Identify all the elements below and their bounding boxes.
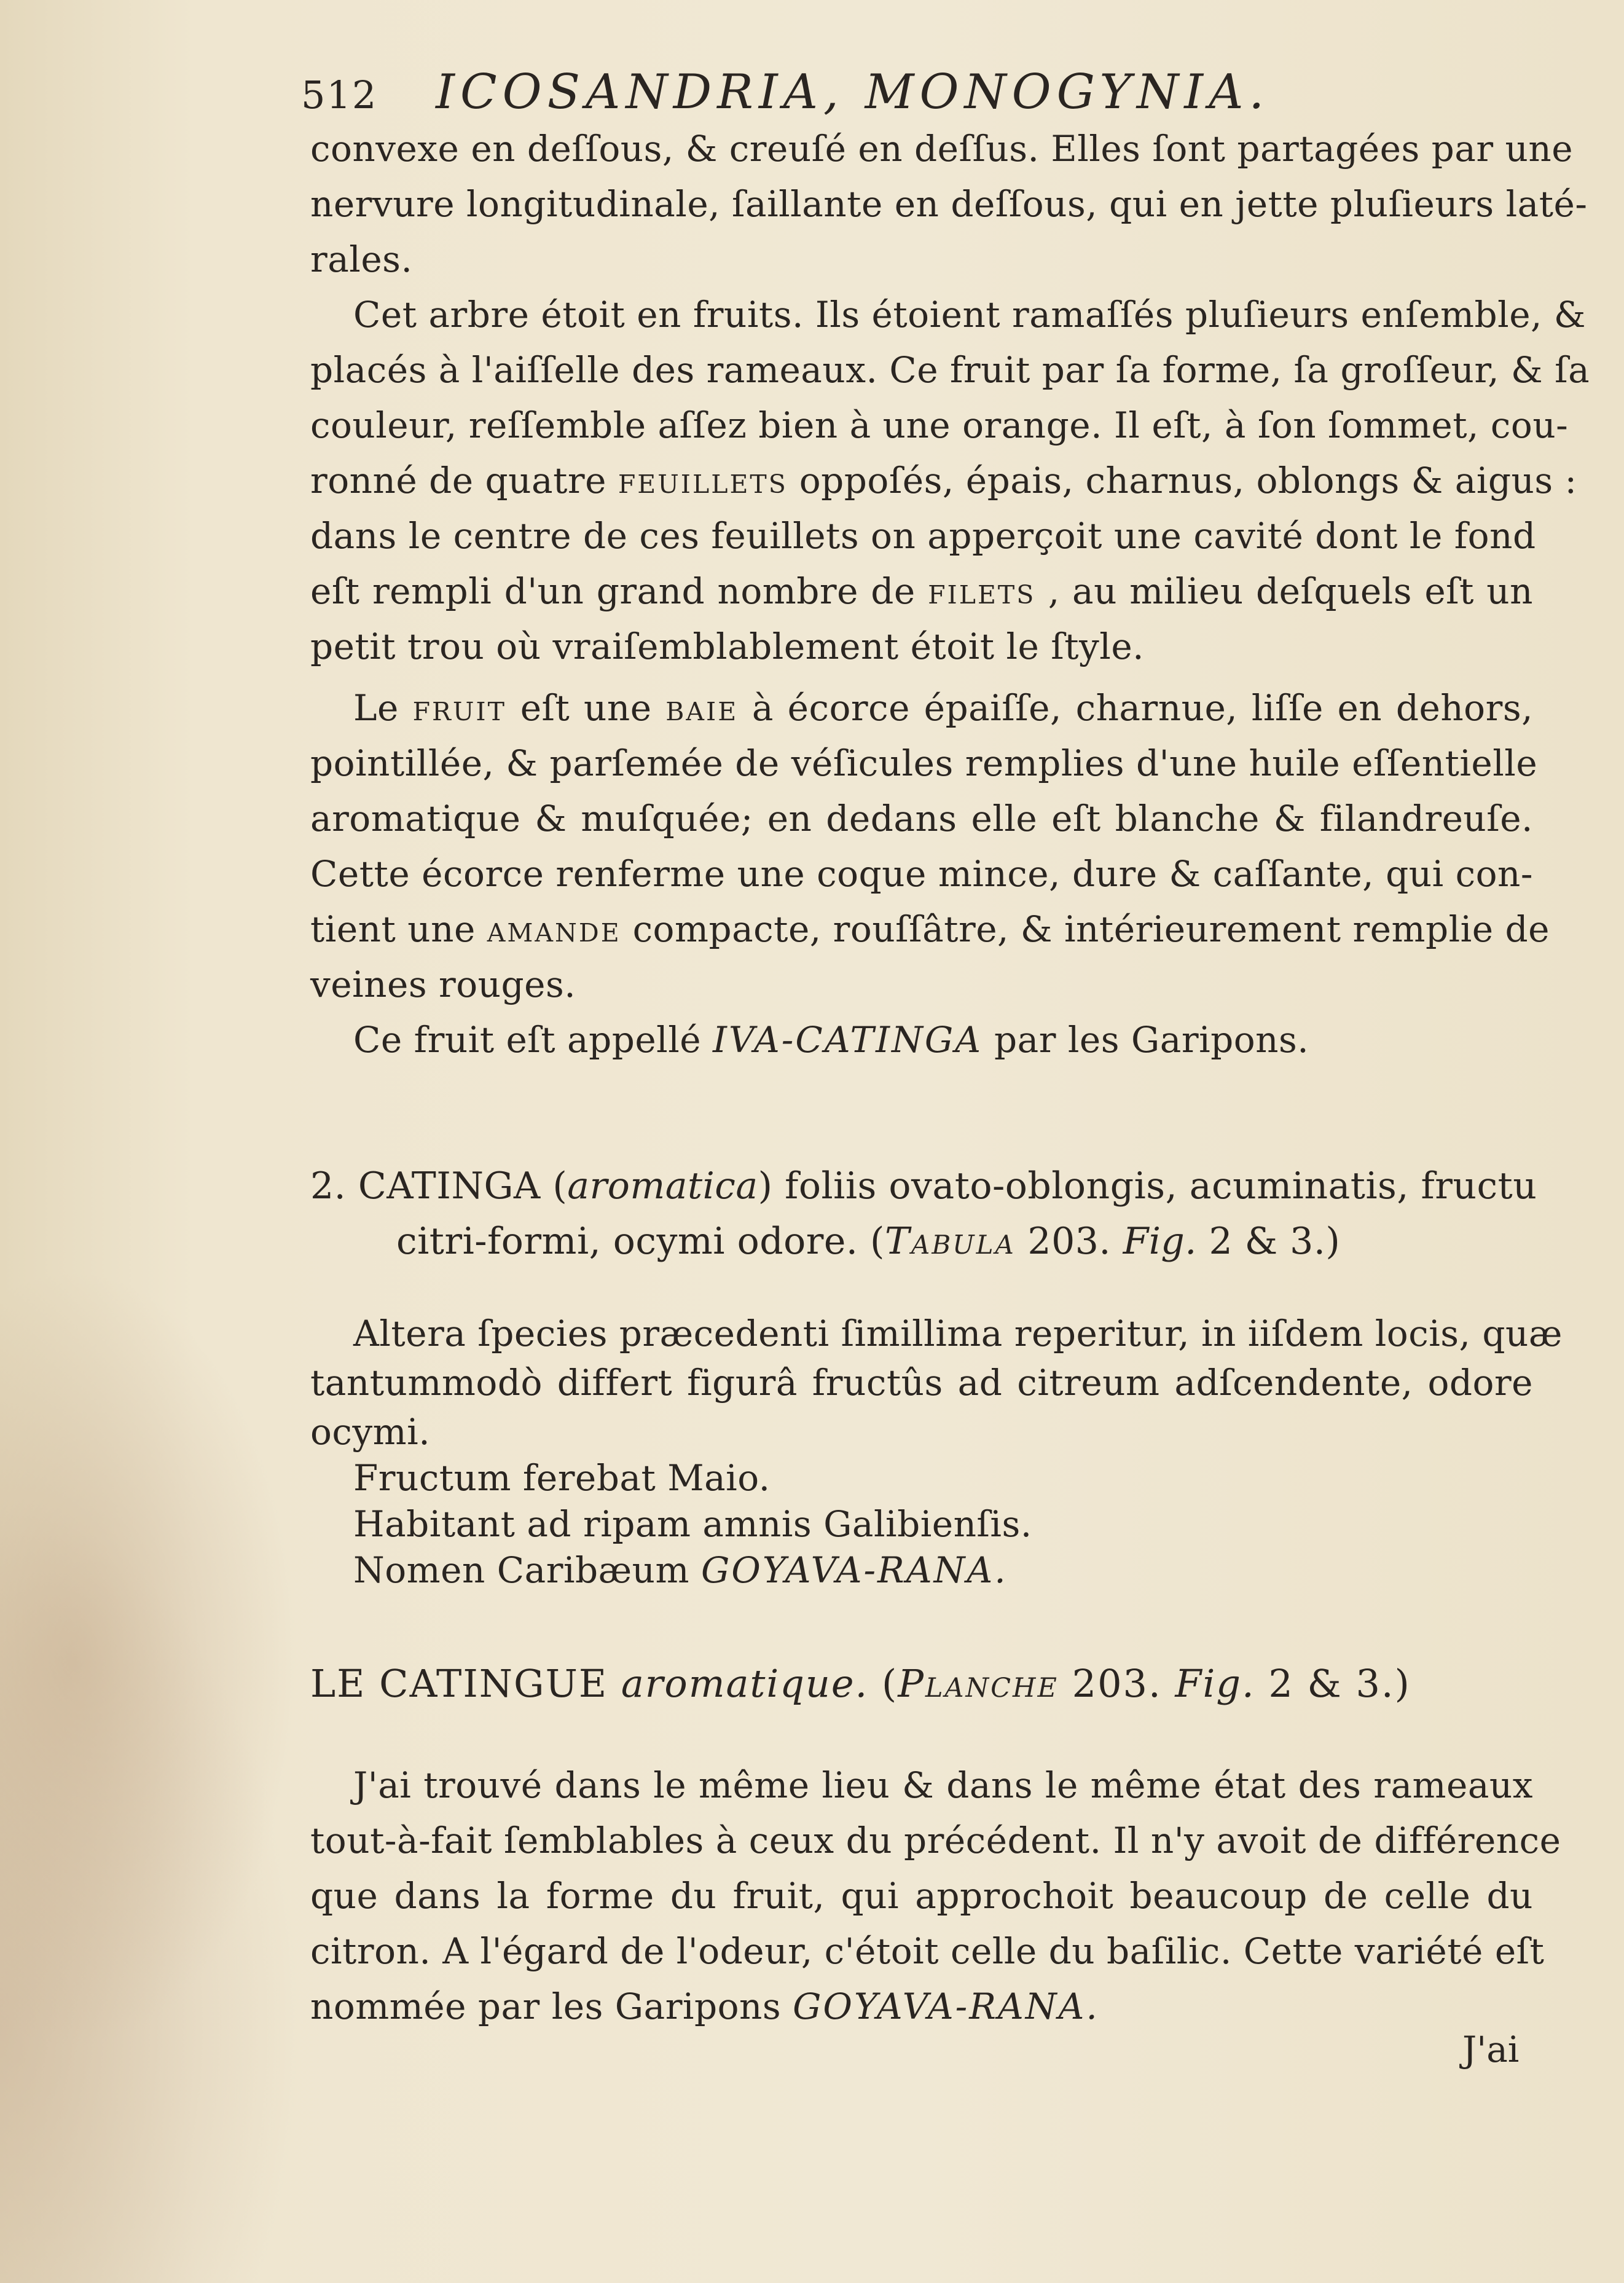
text-line: veines rouges.	[310, 964, 576, 1005]
text-run: ) foliis ovato-oblongis, acuminatis, fructu	[758, 1165, 1537, 1208]
text-line: Habitant ad ripam amnis Galibienſis.	[353, 1503, 1032, 1545]
text-run: 203.	[1027, 1220, 1111, 1263]
text-line: tantummodò differt figurâ fructûs ad citreum adſcendente, odore	[310, 1362, 1533, 1404]
figure-reference: Fig.	[1175, 1661, 1255, 1706]
text-run: tient une	[310, 908, 476, 950]
text-run: compacte, rouſſâtre, & intérieurement remplie de	[632, 908, 1550, 950]
text-line: petit trou où vraiſemblablement étoit le ſtyle.	[310, 626, 1145, 667]
small-caps-term: filets	[928, 570, 1036, 612]
text-run: 2. CATINGA (	[310, 1165, 568, 1208]
text-line	[310, 570, 1533, 613]
text-run: oppoſés, épais, charnus, oblongs & aigus :	[799, 460, 1577, 501]
small-caps-term: baie	[665, 687, 739, 729]
running-title: ICOSANDRIA, MONOGYNIA.	[436, 65, 1270, 120]
text-run: citri-formi, ocymi odore. (	[396, 1220, 885, 1263]
text-run: (	[881, 1661, 898, 1706]
text-run: 203.	[1072, 1661, 1162, 1706]
page-number: 512	[301, 73, 378, 117]
plate-reference: Planche	[898, 1661, 1059, 1706]
text-line: Fructum ferebat Maio.	[353, 1457, 771, 1499]
text-line: J'ai trouvé dans le même lieu & dans le même état des rameaux	[353, 1764, 1533, 1806]
text-run: Le	[353, 687, 399, 729]
small-caps-term: amande	[487, 908, 621, 950]
text-line	[310, 1985, 1533, 2028]
text-line	[310, 459, 1577, 502]
species-entry-line	[310, 1165, 1537, 1208]
text-line	[353, 1549, 1576, 1592]
text-line: rales.	[310, 238, 413, 280]
text-line: dans le centre de ces feuillets on apperçoit une cavité dont le fond	[310, 515, 1536, 557]
text-line: nervure longitudinale, ſaillante en deſſous, qui en jette pluſieurs laté-	[310, 183, 1588, 225]
text-line: Altera ſpecies præcedenti ſimillima reperitur, in iiſdem locis, quæ	[353, 1313, 1563, 1354]
heading-epithet: aromatique.	[621, 1661, 869, 1706]
figure-reference: Fig.	[1123, 1220, 1197, 1263]
small-caps-term: feuillets	[618, 460, 788, 501]
species-entry-line	[396, 1220, 1533, 1263]
vernacular-name: GOYAVA-RANA.	[793, 1986, 1099, 2027]
text-line	[310, 908, 1550, 951]
text-run: eſt rempli d'un grand nombre de	[310, 570, 916, 612]
section-heading	[310, 1662, 1533, 1705]
catchword: J'ai	[1462, 2029, 1520, 2070]
text-run: Nomen Caribæum	[353, 1549, 690, 1591]
text-run: Ce fruit eſt appellé	[353, 1019, 702, 1061]
epithet: aromatica	[567, 1165, 758, 1208]
text-line: Cette écorce renferme une coque mince, dure & caſſante, qui con-	[310, 853, 1533, 895]
heading-title: LE CATINGUE	[310, 1661, 608, 1706]
text-line: convexe en deſſous, & creuſé en deſſus. Elles ſont partagées par une	[310, 128, 1574, 170]
text-line: citron. A l'égard de l'odeur, c'étoit celle du baſilic. Cette variété eſt	[310, 1930, 1545, 1972]
text-run: eſt une	[520, 687, 652, 729]
text-run: ronné de quatre	[310, 460, 606, 501]
text-line: Cet arbre étoit en fruits. Ils étoient ramaſſés pluſieurs enſemble, &	[353, 294, 1587, 336]
text-run: nommée par les Garipons	[310, 1986, 782, 2027]
text-line	[353, 686, 1533, 729]
text-line: que dans la forme du fruit, qui approchoit beaucoup de celle du	[310, 1875, 1533, 1917]
text-line: pointillée, & parſemée de véſicules remplies d'une huile eſſentielle	[310, 742, 1538, 784]
text-run: 2 & 3.)	[1209, 1220, 1341, 1263]
text-line	[353, 1018, 1576, 1061]
text-line: placés à l'aiſſelle des rameaux. Ce fruit par ſa forme, ſa groſſeur, & ſa	[310, 349, 1590, 391]
page-header	[301, 65, 1395, 123]
small-caps-term: fruit	[412, 687, 506, 729]
vernacular-name: GOYAVA-RANA.	[700, 1549, 1008, 1591]
text-line: ocymi.	[310, 1411, 431, 1453]
text-line: couleur, reſſemble aſſez bien à une orange. Il eſt, à ſon ſommet, cou-	[310, 404, 1569, 446]
vernacular-name: IVA-CATINGA	[713, 1019, 983, 1061]
text-line: tout-à-fait ſemblables à ceux du précédent. Il n'y avoit de différence	[310, 1820, 1561, 1861]
text-line: aromatique & muſquée; en dedans elle eſt blanche & filandreuſe.	[310, 798, 1533, 839]
text-run: 2 & 3.)	[1268, 1661, 1411, 1706]
text-run: , au milieu deſquels eſt un	[1048, 570, 1534, 612]
text-run: par les Garipons.	[994, 1019, 1309, 1061]
text-run: à écorce épaiſſe, charnue, liſſe en dehors,	[751, 687, 1534, 729]
plate-reference: Tabula	[884, 1220, 1016, 1263]
